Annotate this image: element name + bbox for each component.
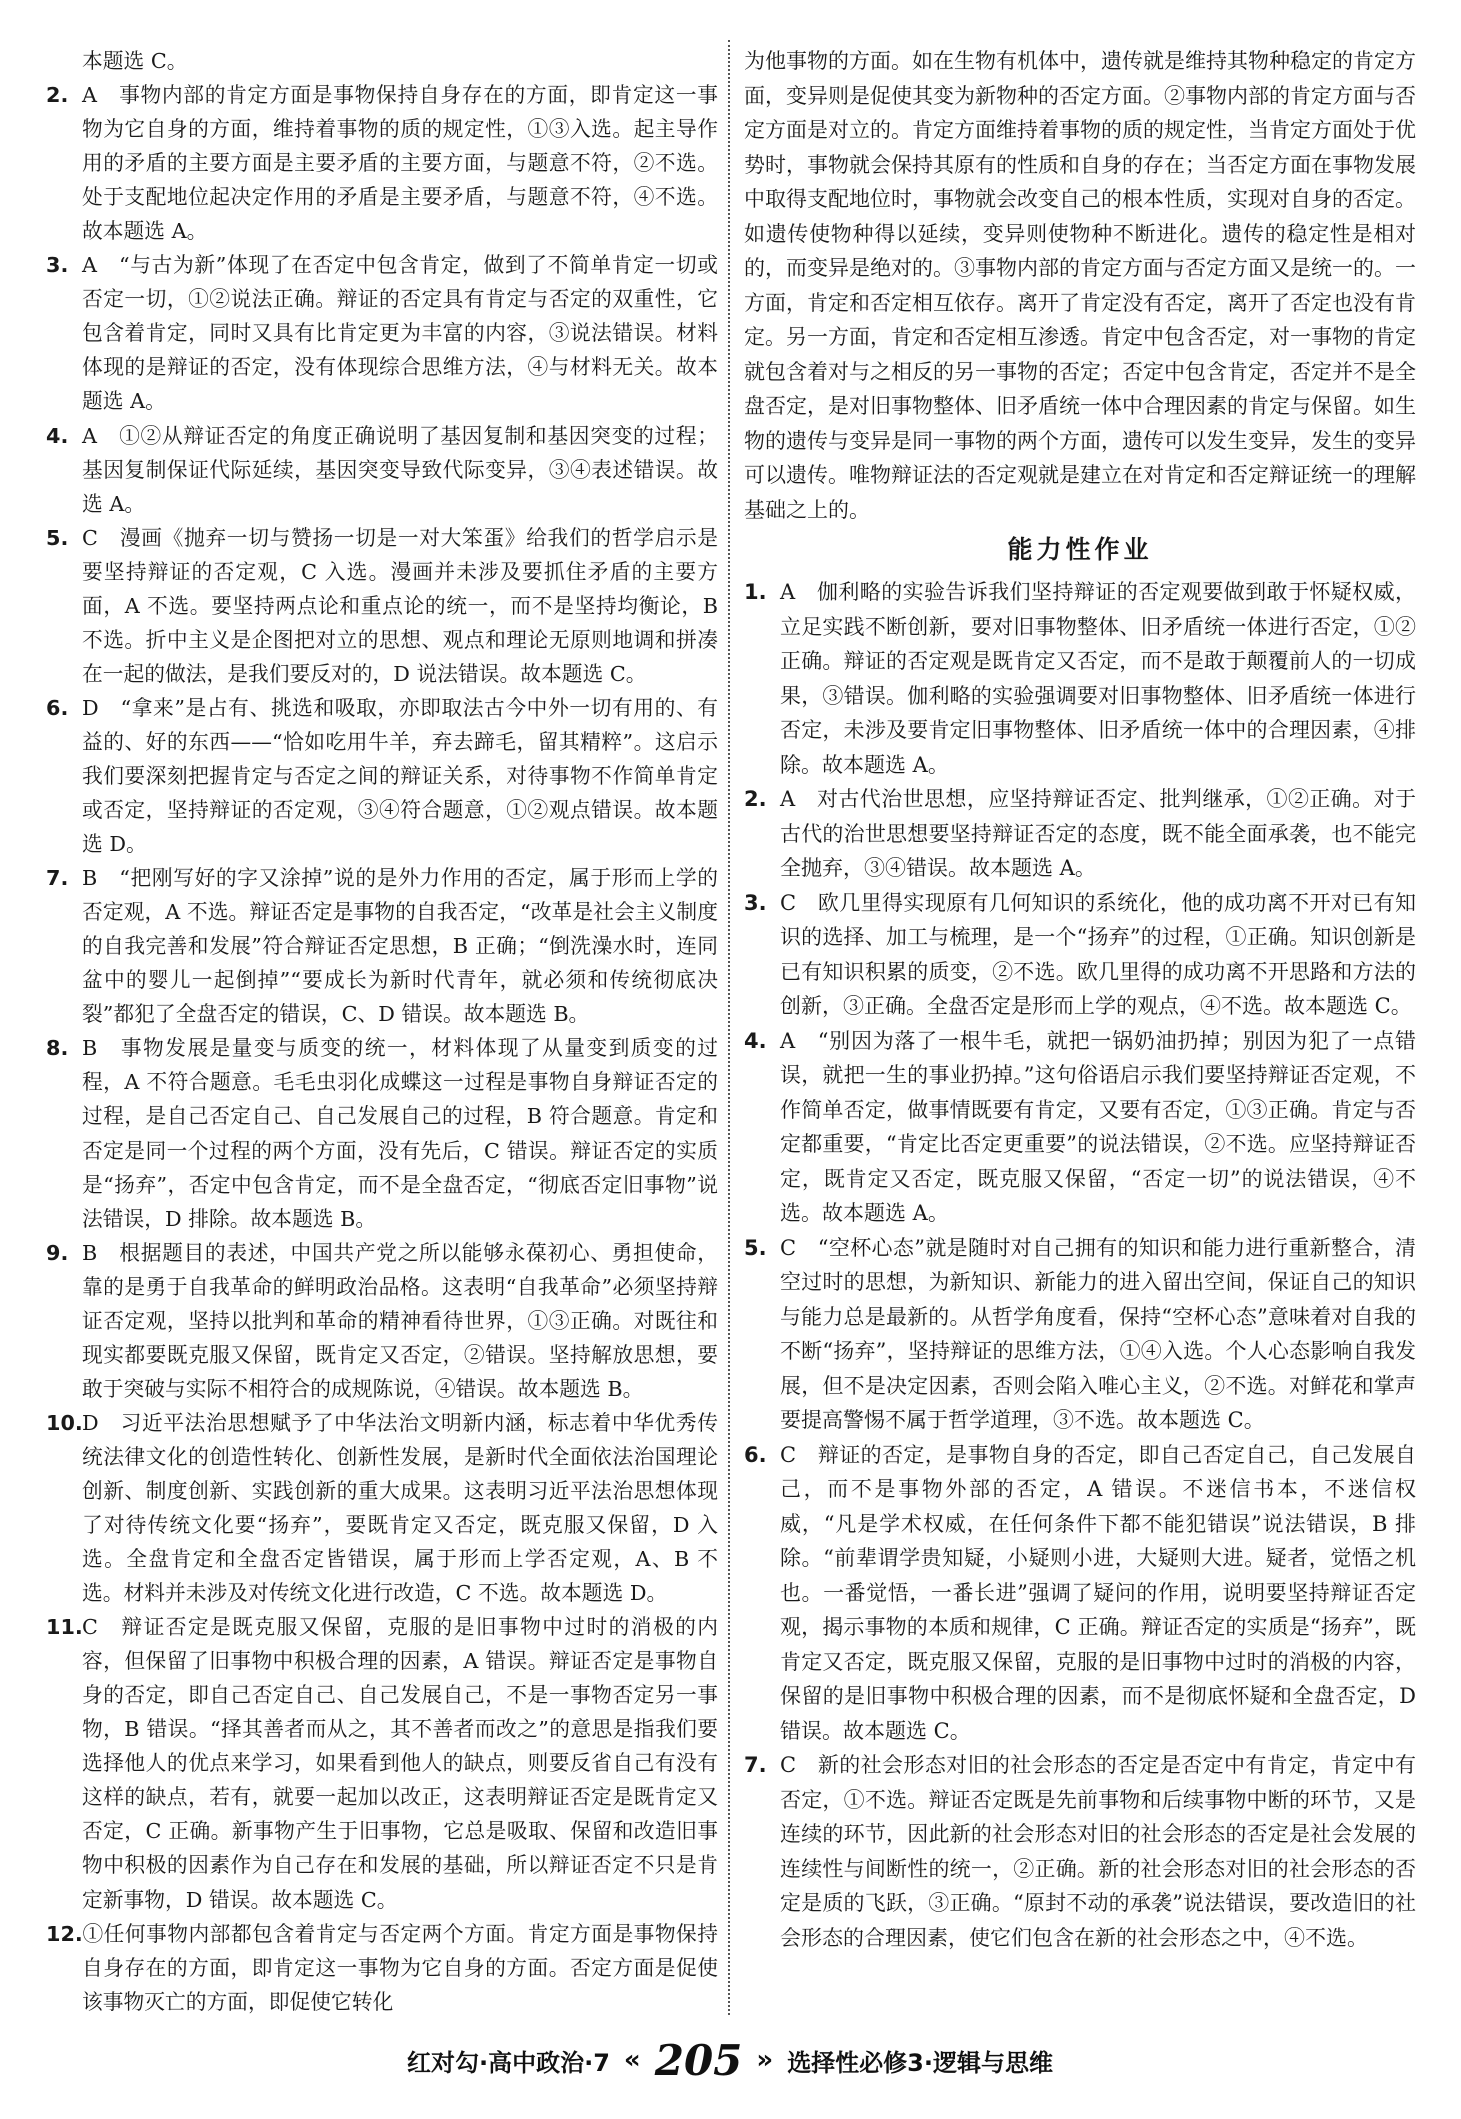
answer-number: 7. — [46, 866, 69, 891]
answer-text: C 漫画《抛弃一切与赞扬一切是一对大笨蛋》给我们的哲学启示是要坚持辩证的否定观，C 入选。漫画并未涉及要抓住矛盾的主要方面，A 不选。要坚持两点论和重点论的统一，而不是坚持均衡论，B 不选。折中主义是企图把对立的思想、观点和理论无原则地调和拼凑在一起的做法，是我们要反对的，D 说法错误。故本题选 C。 — [82, 525, 718, 686]
answer-item — [46, 521, 718, 691]
answer-item — [46, 1406, 718, 1610]
footer-volume-title: 选择性必修3·逻辑与思维 — [787, 2048, 1054, 2077]
answer-text: C 辩证的否定，是事物自身的否定，即自己否定自己，自己发展自己，而不是事物外部的否定，A 错误。不迷信书本，不迷信权威，“凡是学术权威，在任何条件下都不能犯错误”说法错误，B 排除。“前辈谓学贵知疑，小疑则小进，大疑则大进。疑者，觉悟之机也。一番觉悟，一番长进”强调了疑问的作用，说明要坚持辩证否定观，揭示事物的本质和规律，C 正确。辩证否定的实质是“扬弃”，既肯定又否定，既克服又保留，克服的是旧事物中过时的消极的内容，保留的是旧事物中积极合理的因素，而不是彻底怀疑和全盘否定，D 错误。故本题选 C。 — [780, 1442, 1416, 1743]
answer-item — [744, 1748, 1416, 1955]
answer-number: 7. — [744, 1753, 767, 1777]
right-column — [744, 44, 1416, 1955]
answer-number: 4. — [744, 1028, 767, 1053]
answer-text: 本题选 C。 — [82, 49, 188, 73]
answer-text: A “与古为新”体现了在否定中包含肯定，做到了不简单肯定一切或否定一切，①②说法正确。辩证的否定具有肯定与否定的双重性，它包含着肯定，同时又具有比肯定更为丰富的内容，③说法错误。材料体现的是辩证的否定，没有体现综合思维方法，④与材料无关。故本题选 A。 — [82, 253, 718, 414]
answer-item — [46, 691, 718, 861]
answer-text: B “把刚写好的字又涂掉”说的是外力作用的否定，属于形而上学的否定观，A 不选。辩证否定是事物的自我否定，“改革是社会主义制度的自我完善和发展”符合辩证否定思想，B 正确；“倒洗澡水时，连同盆中的婴儿一起倒掉”“要成长为新时代青年，就必须和传统彻底决裂”都犯了全盘否定的错误，C、D 错误。故本题选 B。 — [82, 866, 718, 1027]
answer-number: 2. — [744, 787, 767, 811]
answer-item — [744, 575, 1416, 782]
right-column-top — [744, 44, 1416, 527]
answer-number: 6. — [744, 1442, 767, 1467]
answer-number: 6. — [46, 695, 69, 720]
page-number: 205 — [654, 2035, 743, 2085]
page-footer — [330, 2032, 1130, 2088]
footer-book-title: 红对勾·高中政治·7 — [406, 2048, 610, 2077]
answer-text: B 事物发展是量变与质变的统一，材料体现了从量变到质变的过程，A 不符合题意。毛毛虫羽化成蝶这一过程是事物自身辩证否定的过程，是自己否定自己、自己发展自己的过程，B 符合题意。肯定和否定是同一个过程的两个方面，没有先后，C 错误。辩证否定的实质是“扬弃”，否定中包含肯定，而不是全盘否定，“彻底否定旧事物”说法错误，D 排除。故本题选 B。 — [82, 1036, 718, 1231]
answer-item — [46, 861, 718, 1031]
answer-text: A ①②从辩证否定的角度正确说明了基因复制和基因突变的过程；基因复制保证代际延续，基因突变导致代际变异，③④表述错误。故选 A。 — [82, 423, 718, 516]
answer-text: A 伽利略的实验告诉我们坚持辩证的否定观要做到敢于怀疑权威，立足实践不断创新，要对旧事物整体、旧矛盾统一体进行否定，①②正确。辩证的否定观是既肯定又否定，而不是敢于颠覆前人的一切成果，③错误。伽利略的实验强调要对旧事物整体、旧矛盾统一体进行否定，未涉及要肯定旧事物整体、旧矛盾统一体中的合理因素，④排除。故本题选 A。 — [780, 580, 1416, 777]
answer-number: 5. — [46, 525, 69, 550]
answer-text: C “空杯心态”就是随时对自己拥有的知识和能力进行重新整合，清空过时的思想，为新知识、新能力的进入留出空间，保证自己的知识与能力总是最新的。从哲学角度看，保持“空杯心态”意味着对自我的不断“扬弃”，坚持辩证的思维方法，①④入选。个人心态影响自我发展，但不是决定因素，否则会陷入唯心主义，②不选。对鲜花和掌声要提高警惕不属于哲学道理，③不选。故本题选 C。 — [780, 1235, 1416, 1432]
answer-item — [744, 1438, 1416, 1749]
answer-number: 12. — [46, 1921, 83, 1946]
answer-item — [46, 1236, 718, 1406]
answer-item — [744, 44, 1416, 527]
footer-right-arrow: » — [756, 2045, 774, 2075]
answer-number: 3. — [46, 253, 69, 278]
answer-text: D 习近平法治思想赋予了中华法治文明新内涵，标志着中华优秀传统法律文化的创造性转化、创新性发展，是新时代全面依法治国理论创新、制度创新、实践创新的重大成果。这表明习近平法治思想体现了对待传统文化要“扬弃”，要既肯定又否定，既克服又保留，D 入选。全盘肯定和全盘否定皆错误，属于形而上学否定观，A、B 不选。材料并未涉及对传统文化进行改造，C 不选。故本题选 D。 — [82, 1410, 718, 1606]
footer-left-arrow: « — [623, 2045, 641, 2075]
answer-text: C 欧几里得实现原有几何知识的系统化，他的成功离不开对已有知识的选择、加工与梳理，是一个“扬弃”的过程，①正确。知识创新是已有知识积累的质变，②不选。欧几里得的成功离不开思路和方法的创新，③正确。全盘否定是形而上学的观点，④不选。故本题选 C。 — [780, 890, 1416, 1018]
answer-item — [744, 886, 1416, 1024]
answer-number: 9. — [46, 1240, 69, 1265]
answer-item — [744, 1231, 1416, 1438]
answer-number: 8. — [46, 1036, 69, 1061]
answer-text: A “别因为落了一根牛毛，就把一锅奶油扔掉；别因为犯了一点错误，就把一生的事业扔掉。”这句俗语启示我们要坚持辩证否定观，不作简单否定，做事情既要有肯定，又要有否定，①③正确。肯定与否定都重要，“肯定比否定更重要”的说法错误，②不选。应坚持辩证否定，既肯定又否定，既克服又保留，“否定一切”的说法错误，④不选。故本题选 A。 — [780, 1028, 1416, 1225]
column-divider — [728, 40, 730, 2015]
answer-item — [744, 1024, 1416, 1231]
answer-item — [46, 248, 718, 418]
section-title: 能力性作业 — [1007, 535, 1153, 564]
answer-item — [46, 1917, 718, 2019]
answer-item — [46, 44, 718, 78]
answer-item — [744, 782, 1416, 886]
answer-number: 2. — [46, 83, 69, 108]
answer-item — [46, 419, 718, 521]
answer-item — [46, 1031, 718, 1235]
left-column — [46, 44, 718, 2019]
answer-number: 3. — [744, 890, 767, 915]
answer-number: 5. — [744, 1235, 767, 1260]
answer-text: 为他事物的方面。如在生物有机体中，遗传就是维持其物种稳定的肯定方面，变异则是促使其变为新物种的否定方面。②事物内部的肯定方面与否定方面是对立的。肯定方面维持着事物的质的规定性，当肯定方面处于优势时，事物就会保持其原有的性质和自身的存在；当否定方面在事物发展中取得支配地位时，事物就会改变自己的根本性质，实现对自身的否定。如遗传使物种得以延续，变异则使物种不断进化。遗传的稳定性是相对的，而变异是绝对的。③事物内部的肯定方面与否定方面又是统一的。一方面，肯定和否定相互依存。离开了肯定没有否定，离开了否定也没有肯定。另一方面，肯定和否定相互渗透。肯定中包含否定，对一事物的肯定就包含着对与之相反的另一事物的否定；否定中包含肯定，否定并不是全盘否定，是对旧事物整体、旧矛盾统一体中合理因素的肯定与保留。如生物的遗传与变异是同一事物的两个方面，遗传可以发生变异，发生的变异可以遗传。唯物辩证法的否定观就是建立在对肯定和否定辩证统一的理解基础之上的。 — [744, 49, 1416, 522]
answer-number: 1. — [744, 580, 767, 604]
answer-text: C 新的社会形态对旧的社会形态的否定是否定中有肯定，肯定中有否定，①不选。辩证否定既是先前事物和后续事物中断的环节，又是连续的环节，因此新的社会形态对旧的社会形态的否定是社会发展的连续性与间断性的统一，②正确。新的社会形态对旧的社会形态的否定是质的飞跃，③正确。“原封不动的承袭”说法错误，要改造旧的社会形态的合理因素，使它们包含在新的社会形态之中，④不选。 — [780, 1753, 1416, 1950]
answer-number: 10. — [46, 1410, 83, 1435]
answer-text: C 辩证否定是既克服又保留，克服的是旧事物中过时的消极的内容，但保留了旧事物中积极合理的因素，A 错误。辩证否定是事物自身的否定，即自己否定自己、自己发展自己，不是一事物否定另一事物，B 错误。“择其善者而从之，其不善者而改之”的意思是指我们要选择他人的优点来学习，如果看到他人的缺点，则要反省自己有没有这样的缺点，若有，就要一起加以改正，这表明辩证否定是既肯定又否定，C 正确。新事物产生于旧事物，它总是吸取、保留和改造旧事物中积极的因素作为自己存在和发展的基础，所以辩证否定不只是肯定新事物，D 错误。故本题选 C。 — [82, 1615, 718, 1912]
answer-item — [46, 78, 718, 248]
answer-text: A 事物内部的肯定方面是事物保持自身存在的方面，即肯定这一事物为它自身的方面，维持着事物的质的规定性，①③入选。起主导作用的矛盾的主要方面是主要矛盾的主要方面，与题意不符，②不选。处于支配地位起决定作用的矛盾是主要矛盾，与题意不符，④不选。故本题选 A。 — [82, 83, 718, 244]
answer-text: B 根据题目的表述，中国共产党之所以能够永葆初心、勇担使命，靠的是勇于自我革命的鲜明政治品格。这表明“自我革命”必须坚持辩证否定观，坚持以批判和革命的精神看待世界，①③正确。对既往和现实都要既克服又保留，既肯定又否定，②错误。坚持解放思想，要敢于突破与实际不相符合的成规陈说，④错误。故本题选 B。 — [82, 1240, 718, 1401]
answer-number: 4. — [46, 423, 69, 448]
answer-text: D “拿来”是占有、挑选和吸取，亦即取法古今中外一切有用的、有益的、好的东西——“恰如吃用牛羊，弃去蹄毛，留其精粹”。这启示我们要深刻把握肯定与否定之间的辩证关系，对待事物不作简单肯定或否定，坚持辩证的否定观，③④符合题意，①②观点错误。故本题选 D。 — [82, 695, 718, 857]
right-column-bottom — [744, 575, 1416, 1955]
answer-text: A 对古代治世思想，应坚持辩证否定、批判继承，①②正确。对于古代的治世思想要坚持辩证否定的态度，既不能全面承袭，也不能完全抛弃，③④错误。故本题选 A。 — [780, 787, 1416, 880]
answer-item — [46, 1610, 718, 1916]
answer-number: 11. — [46, 1615, 83, 1640]
answer-text: ①任何事物内部都包含着肯定与否定两个方面。肯定方面是事物保持自身存在的方面，即肯定这一事物为它自身的方面。否定方面是促使该事物灭亡的方面，即促使它转化 — [82, 1921, 718, 2014]
